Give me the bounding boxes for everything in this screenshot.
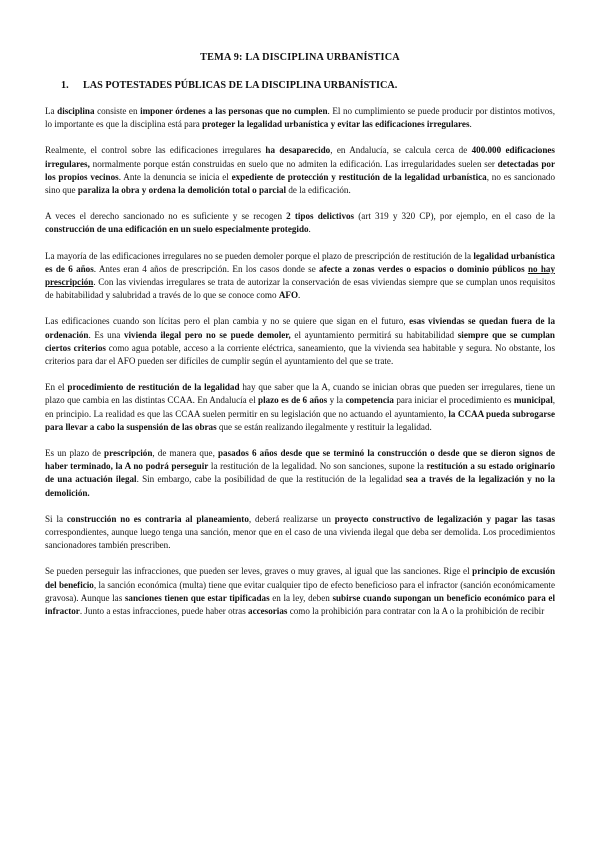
text-run: . Ante la denuncia se inicia el	[118, 171, 232, 182]
bold-text: construcción de una edificación en un suelo especialmente protegido	[45, 224, 309, 235]
text-run: en la ley, deben	[269, 592, 333, 603]
paragraph	[45, 381, 555, 434]
bold-text: 400.000 edificaciones irregulares,	[45, 145, 555, 169]
paragraph	[45, 513, 555, 553]
text-run: normalmente porque están construidas en suelo que no admiten la edificación. Las irregularidades suelen ser	[89, 158, 498, 169]
text-run: Si la	[45, 513, 67, 524]
text-run: el ayuntamiento permitirá su habitabilidad	[290, 329, 458, 340]
bold-text: siempre que se cumplan ciertos criterios	[45, 329, 555, 353]
text-run: (art 319 y 320 CP), por ejemplo, en el caso de la	[354, 211, 555, 222]
bold-text: pasados 6 años desde que se terminó la construcción o desde que se dieron signos de haber terminado, la A no podrá perseguir	[45, 448, 555, 472]
bold-text: proteger la legalidad urbanística y evitar las edificaciones irregulares	[202, 119, 470, 130]
text-run: como agua potable, acceso a la corriente eléctrica, saneamiento, que la vivienda sea habitable y segura. No obstante, los criterios para dar el AFO pueden ser difíciles de cumplir según el ayuntamiento del que se trate.	[45, 342, 555, 367]
text-run: . El no cumplimiento se puede producir por distintos motivos, lo importante es que la disciplina está para	[45, 106, 555, 130]
paragraph	[45, 250, 555, 303]
bold-text: plazo es de 6 años	[258, 395, 328, 406]
bold-text: ha desaparecido	[265, 145, 331, 156]
text-run: , de manera que,	[152, 448, 218, 459]
bold-text: prescripción	[104, 448, 153, 459]
bold-text: restitución a su estado originario de una actuación ilegal	[45, 461, 555, 485]
bold-text: imponer órdenes a las personas que no cumplen	[140, 106, 328, 116]
paragraph	[45, 565, 555, 618]
text-run: para iniciar el procedimiento es	[393, 395, 514, 406]
bold-text: detectadas por los propios vecinos	[45, 158, 556, 182]
text-run: de la edificación.	[286, 185, 351, 196]
document-body	[45, 105, 555, 618]
paragraph	[45, 105, 555, 131]
text-run: La mayoría de las edificaciones irregulares no se pueden demoler porque el plazo de prescripción de restitución de la	[45, 250, 474, 261]
text-run: , deberá realizarse un	[248, 513, 335, 524]
section-title: LAS POTESTADES PÚBLICAS DE LA DISCIPLINA URBANÍSTICA.	[83, 80, 398, 91]
text-run: . Junto a estas infracciones, puede haber otras	[79, 606, 249, 617]
text-run: .	[308, 224, 311, 235]
text-run: que se están realizando ilegalmente y restituir la legalidad.	[216, 421, 432, 432]
bold-text: sea a través de la legalización y no la demolición.	[45, 474, 555, 498]
text-run: . Sin embargo, cabe la posibilidad de que la restitución de la legalidad	[136, 474, 406, 485]
text-run: La	[45, 106, 58, 116]
text-run: .	[298, 290, 301, 301]
bold-text: construcción no es contraria al planeamiento	[66, 513, 249, 524]
text-run: , la sanción económica (multa) tiene que evitar cualquier tipo de efecto beneficioso para el infractor (sanción económicamente gravosa). Aunque las	[45, 579, 555, 603]
text-run: , no es sancionado sino que	[45, 171, 556, 196]
text-run: .	[469, 119, 472, 130]
text-run: Realmente, el control sobre las edificaciones irregulares	[45, 145, 266, 156]
bold-text: disciplina	[57, 106, 95, 116]
underlined-bold-text: no hay prescripción	[45, 263, 555, 288]
text-run: Se pueden perseguir las infracciones, que pueden ser leves, graves o muy graves, al igual que las sanciones. Rige el	[45, 566, 473, 577]
bold-text: subirse cuando supongan un beneficio económico para el infractor	[45, 592, 555, 617]
text-run: . Con las viviendas irregulares se trata de autorizar la conservación de esas viviendas siempre que se cumplan unos requisitos de habitabilidad y salubridad a través de lo que se conoce como	[45, 277, 555, 301]
text-run: . Antes eran 4 años de prescripción. En los casos donde se	[93, 263, 320, 274]
text-run: Es un plazo de	[45, 448, 105, 459]
paragraph	[45, 447, 555, 500]
document-title: TEMA 9: LA DISCIPLINA URBANÍSTICA	[200, 52, 400, 63]
text-run: hay que saber que la A, cuando se inician obras que pueden ser irregulares, tiene un plazo que cambia en las distintas CCAA. En Andalucía el	[45, 382, 555, 406]
bold-text: principio de excusión del beneficio	[45, 566, 556, 590]
bold-text: proyecto constructivo de legalización y pagar las tasas	[334, 513, 556, 524]
bold-text: expediente de protección y restitución de la legalidad urbanística	[231, 171, 487, 182]
bold-text: sanciones tienen que estar tipificadas	[124, 592, 270, 603]
bold-text: paraliza la obra y ordena la demolición total o parcial	[77, 185, 287, 196]
paragraph	[45, 210, 555, 236]
paragraph	[45, 315, 555, 368]
bold-text: esas viviendas se quedan fuera de la ordenación	[45, 316, 555, 340]
bold-text: la CCAA pueda subrogarse para llevar a cabo la suspensión de las obras	[45, 408, 555, 432]
text-run: , en Andalucía, se calcula cerca de	[330, 145, 472, 156]
bold-text: afecte a zonas verdes o espacios o dominio públicos	[319, 263, 525, 274]
section-number: 1.	[61, 80, 69, 91]
bold-text: vivienda ilegal pero no se puede demoler,	[123, 329, 291, 340]
section-heading	[61, 80, 555, 91]
paragraph	[45, 144, 555, 197]
text-run: . Es una	[88, 329, 124, 340]
text-run: En el	[45, 382, 68, 393]
text-run: como la prohibición para contratar con la A o la prohibición de recibir	[287, 606, 545, 617]
text-run: y la	[327, 395, 346, 406]
text-run: consiste en	[94, 106, 141, 116]
bold-text: competencia	[345, 395, 394, 406]
text-run: A veces el derecho sancionado no es suficiente y se recogen	[45, 211, 287, 222]
text-run: la restitución de la legalidad. No son sanciones, supone la	[208, 461, 427, 472]
bold-text: procedimiento de restitución de la legalidad	[67, 382, 240, 393]
bold-text: 2 tipos delictivos	[286, 211, 355, 222]
bold-text: legalidad urbanística es de 6 años	[45, 250, 555, 274]
text-run: , en principio. La realidad es que las CCAA suelen permitir en su legislación que no actuando el ayuntamiento,	[45, 395, 556, 419]
bold-text: accesorias	[248, 606, 288, 617]
text-run: Las edificaciones cuando son lícitas pero el plan cambia y no se quiere que sigan en el futuro,	[45, 316, 410, 327]
bold-text: AFO	[278, 290, 299, 301]
bold-text: municipal	[513, 395, 553, 406]
text-run: correspondientes, aunque luego tenga una sanción, menor que en el caso de una vivienda ilegal que deba ser demolida. Los procedimientos sancionadores también prescriben.	[45, 527, 555, 551]
